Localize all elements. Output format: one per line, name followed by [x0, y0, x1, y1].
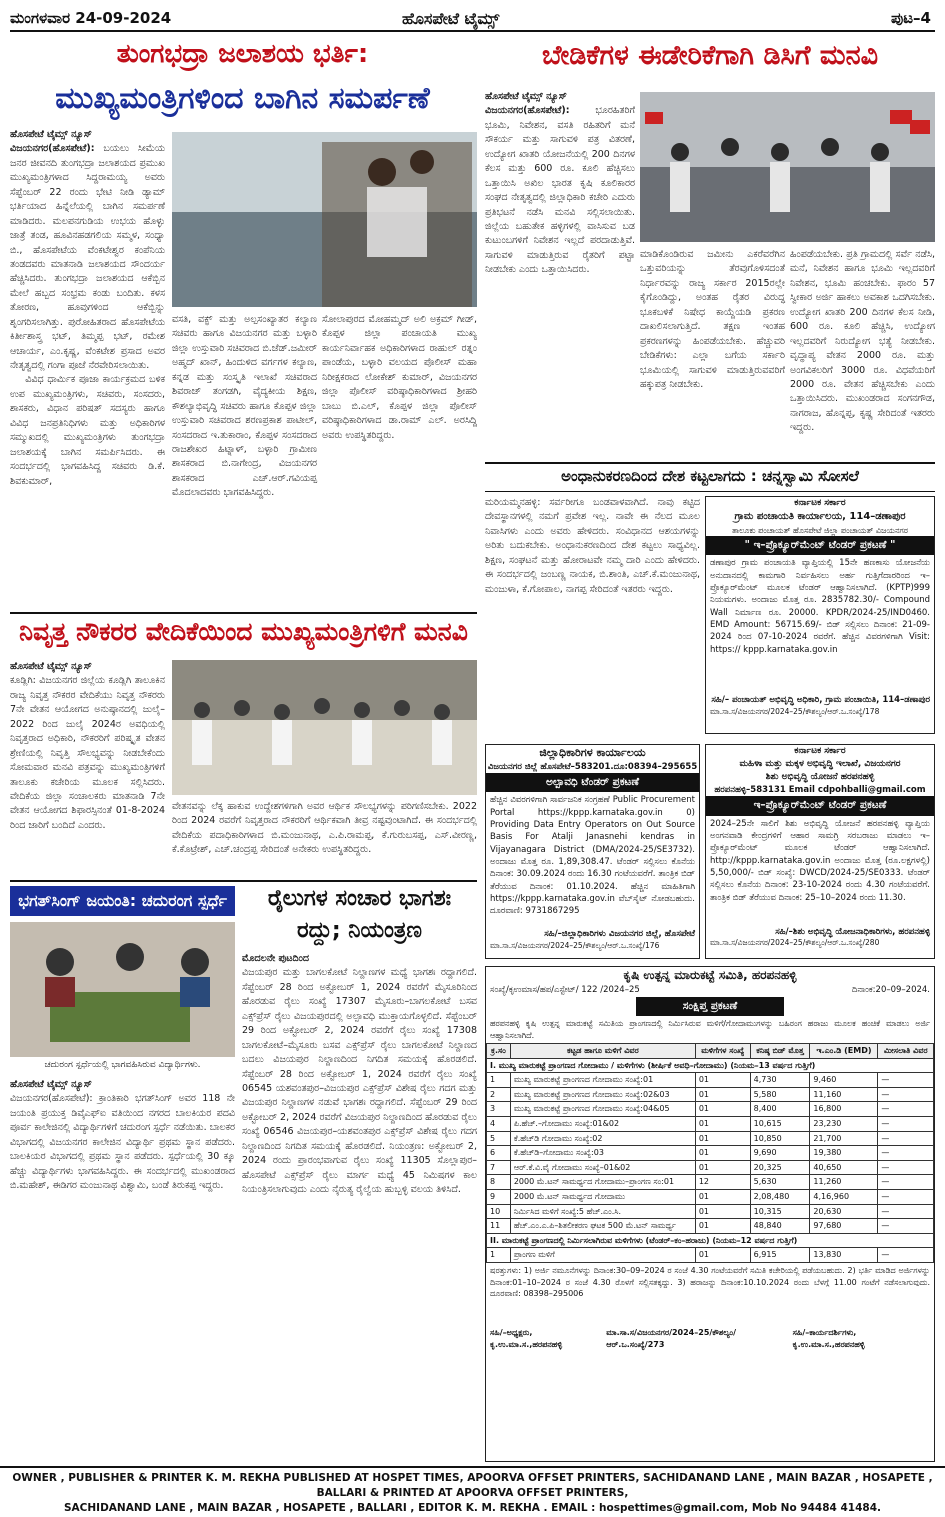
table-row [487, 1146, 934, 1161]
tender3-body: 2024–25ನೇ ಸಾಲಿಗೆ ಶಿಶು ಅಭಿವೃದ್ಧಿ ಯೋಜನೆ ಹರಪನಹಳ್ಳಿ ವ್ಯಾಪ್ತಿಯ ಅಂಗನವಾಡಿ ಕೇಂದ್ರಗಳಿಗೆ ಆಹಾರ ಸಾಮಗ್ರಿ ಸರಬರಾಜು ಮಾಡಲು ಇ–ಪ್ರೊಕ್ಯೂರ್‌ಮೆಂಟ್ ಮೂಲಕ ಟೆಂಡರ್ ಆಹ್ವಾನಿಸಲಾಗಿದೆ. http://kppp.karnataka.gov.in ಅಂದಾಜು ಮೊತ್ತ (ರೂ.ಲಕ್ಷಗಳಲ್ಲಿ) 5,50,000/- ಬಿಡ್ ಸಂಖ್ಯೆ: DWCD/2024-25/SE0333. ಟೆಂಡರ್ ಸಲ್ಲಿಸಲು ಕೊನೆಯ ದಿನಾಂಕ: 23-10-2024 ರಂದು 4.30 ಗಂಟೆಯವರೆಗೆ. ತಾಂತ್ರಿಕ ಬಿಡ್ ತೆರೆಯುವ ದಿನಾಂಕ: 25–10–2024 ರಂದು 11.30. [710, 818, 930, 903]
col-header: ಮಳಿಗೆಗಳ ಸಂಖ್ಯೆ [695, 1044, 750, 1059]
table-cell: 19,380 [810, 1146, 878, 1161]
page-number: ಪುಟ–4 [891, 9, 931, 27]
table-row [487, 1190, 934, 1205]
story3-headline: ಅಂಧಾನುಕರಣದಿಂದ ದೇಶ ಕಟ್ಟಲಾಗದು : ಚನ್ನಸ್ವಾಮಿ ಸೋಸಲೆ [485, 468, 935, 492]
table-cell: ಮುಖ್ಯ ಮಾರುಕಟ್ಟೆ ಪ್ರಾಂಗಣದ ಗೋದಾಮು ಸಂಖ್ಯೆ:01 [510, 1073, 695, 1088]
table-cell: ಕೆ.ಹೆಚ್‌ಡಿ ಗೋದಾಮು ಸಂಖ್ಯೆ:02 [510, 1131, 695, 1146]
tender3-office: ಮಹಿಳಾ ಮತ್ತು ಮಕ್ಕಳ ಅಭಿವೃದ್ಧಿ ಇಲಾಖೆ, ವಿಜಯನಗರ [739, 759, 901, 770]
story5-caption: ಚದುರಂಗ ಸ್ಪರ್ಧೆಯಲ್ಲಿ ಭಾಗವಹಿಸಿರುವ ವಿದ್ಯಾರ್ಥಿಗಳು. [44, 1060, 201, 1070]
apmc-sign1: ಸಹಿ/–ಅಧ್ಯಕ್ಷರು, ಕೃ.ಉ.ಮಾ.ಸ.,ಹರಪನಹಳ್ಳಿ [490, 1328, 563, 1349]
table-cell: — [878, 1190, 934, 1205]
table-row [487, 1117, 934, 1132]
apmc-group1: I. ಮುಖ್ಯ ಮಾರುಕಟ್ಟೆ ಪ್ರಾಂಗಣದ ಗೋದಾಮು / ಮಳಿಗೆಗಳು (ಶೀರ್ಷಿಕೆ ಅವಧಿ–ಗೋದಾಮು) (ನಿಯಮ–13 ವರ್ಷದ ಗುತ್ತಿಗೆ) [487, 1058, 934, 1073]
table-row [487, 1102, 934, 1117]
story2-photo-art [640, 92, 935, 242]
footer [0, 1466, 945, 1515]
tender1-ref: ಮಾ.ಸಾ.ಸ/ವಿಜಯನಗರ/2024–25/ಕೌಶಲ್ಯಂ/ಆರ್.ಒ.ಸಂಖ್ಯೆ/178 [710, 706, 880, 716]
story5-text: ವಿಜಯನಗರ(ಹೊಸಪೇಟೆ): ಕ್ರಾಂತಿಕಾರಿ ಭಗತ್‌ಸಿಂಗ್ ಅವರ 118 ನೇ ಜಯಂತಿ ಪ್ರಯುಕ್ತ ಡಿವೈಎಫ್ಐ ವತಿಯಿಂದ ನಗರದ ಬಾಲಕಿಯರ ಪದವಿ ಪೂರ್ವ ಕಾಲೇಜಿನಲ್ಲಿ ವಿದ್ಯಾರ್ಥಿಗಳಿಗೆ ಚದುರಂಗ ಸ್ಪರ್ಧೆ ನಡೆಯಿತು. ಬಾಲಕರ ವಿಭಾಗದಲ್ಲಿ ವಿಜಯನಗರ ಕಾಲೇಜಿನ ವಿದ್ಯಾರ್ಥಿ ಪ್ರಥಮ ಸ್ಥಾನ ಪಡೆದರು. ಬಾಲಕಿಯರ ವಿಭಾಗದಲ್ಲಿ ಪ್ರಥಮ ಸ್ಥಾನ ಪಡೆದರು. ಸ್ಪರ್ಧೆಯಲ್ಲಿ 30 ಕ್ಕೂ ಹೆಚ್ಚು ವಿದ್ಯಾರ್ಥಿಗಳು ಭಾಗವಹಿಸಿದ್ದರು. ಈ ಸಂದರ್ಭದಲ್ಲಿ ಮುಖಂಡರಾದ ಬಿ.ಮಹೇಶ್, ಈಡಿಗರ ಮಂಜುನಾಥ ವಿಶ್ವಾಮಿ, ಬಂಡೆ ತಿರುಕಪ್ಪ ಇದ್ದರು. [10, 1093, 235, 1192]
table-cell: ಪಿ.ಹೆಚ್.–ಗೋದಾಮು ಸಂಖ್ಯೆ:01&02 [510, 1117, 695, 1132]
story1-dateline: ವಿಜಯನಗರ(ಹೊಸಪೇಟೆ): [10, 143, 95, 155]
tender2-addr: ವಿಜಯನಗರ ಜಿಲ್ಲೆ ಹೊಸಪೇಟೆ–583201.ದೂ:08394–295655 [487, 761, 698, 772]
table-cell: ಆರ್.ಕೆ.ವಿ.ವೈ ಗೋದಾಮು ಸಂಖ್ಯೆ–01&02 [510, 1160, 695, 1175]
table-cell: 6,915 [750, 1248, 810, 1263]
story2-byline: ಹೊಸಪೇಟೆ ಟೈಮ್ಸ್ ನ್ಯೂಸ್ [485, 91, 567, 102]
table-cell: — [878, 1102, 934, 1117]
table-cell: 8,400 [750, 1102, 810, 1117]
table-cell: 01 [695, 1087, 750, 1102]
tender3-sign: ಸಹಿ/–ಶಿಶು ಅಭಿವೃದ್ಧಿ ಯೋಜನಾಧಿಕಾರಿಗಳು, ಹರಪನಹಳ್ಳಿ [775, 926, 930, 937]
table-row [487, 1204, 934, 1219]
story1-headline: ಮುಖ್ಯಮಂತ್ರಿಗಳಿಂದ ಬಾಗಿನ ಸಮರ್ಪಣೆ [55, 81, 430, 116]
table-cell: 6 [487, 1146, 511, 1161]
table-cell: 11 [487, 1219, 511, 1234]
story1-body1: ಬಯಲು ಸೀಮೆಯ ಜನರ ಜೀವನದಿ ತುಂಗಭದ್ರಾ ಜಲಾಶಯದ ಪ್ರಮುಖ ಮುಖ್ಯಮಂತ್ರಿಗಳಾದ ಸಿದ್ದರಾಮಯ್ಯ ಅವರು ಸೆಪ್ಟೆಂಬರ್ 22 ರಂದು ಭೇಟಿ ನೀಡಿ ಡ್ಯಾಮ್ ಭರ್ತಿಯಾದ ಹಿನ್ನೆಲೆಯಲ್ಲಿ ಬಾಗಿನ ಸಮರ್ಪಣೆ ಮಾಡಿದರು. ಮಲಪನಗುಡಿಯ ಉಭಯ ಹೊಳ್ಳು ಜಾತ್ರೆ ತಂಡ, ಹೂವಿನಹಡಗಲಿಯ ಸಮ್ಮಳ, ಸಂಧ್ಯಾ ಬಿ., ಹೊಸಪೇಟೆಯ ವೆಂಕಟೇಶ್ವರ ಕಂಪೆನಿಯ ತಂಡದವರು ಮಾತನಾಡಿ ಜಲಾಶಯದ ಸೌಂದರ್ಯ ಹೆಚ್ಚಿಸಿದರು. ತುಂಗಭದ್ರಾ ಜಲಾಶಯದ ಆಕೆಬ್ಬಿನ ಮೇಲೆ ಹಬ್ಬದ ಸಂಭ್ರಮ ಕಂಡು ಬಂದಿತು. ಕಳಸ ತೋರಣ, ಹೂವುಗಳಿಂದ ಆಕೆಬ್ಬಿನ್ನು ಶೃಂಗರಿಸಲಾಗಿತ್ತು. ಪುರೋಹಿತರಾದ ಹೊಸಪೇಟೆಯ ಕಿರ್ತೀಶಾಸ್ತ್ರ ಭಟ್, ತಿಮ್ಮಪ್ಪ ಭಟ್, ರಮೇಶ ಆಚಾರ್ಯ, ಎಂ.ಕೃಷ್ಣ, ವೆಂಕಟೇಶ ಪ್ರಸಾದ ಅವರ ನೇತೃತ್ವದಲ್ಲಿ ಗಂಗಾ ಪೂಜೆ ನೆರವೇರಿಸಲಾಯಿತು. [10, 143, 165, 371]
table-cell: ನಿರ್ಮಿಸಿದ ಮಳಿಗೆ ಸಂಖ್ಯೆ:5 ಹೆಚ್.ಎಂ.ಸಿ. [510, 1204, 695, 1219]
tender2-ref: ಮಾ.ಸಾ.ಸ/ವಿಜಯನಗರ/2024–25/ಕೌಶಲ್ಯಂ/ಆರ್.ಒ.ಸಂಖ್ಯೆ/176 [490, 940, 660, 950]
table-cell: 4 [487, 1117, 511, 1132]
table-cell: 48,840 [750, 1219, 810, 1234]
story2-body1: ಭೂರಹಿತರಿಗೆ ಭೂಮಿ, ನಿವೇಶನ, ವಸತಿ ರಹಿತರಿಗೆ ಮನೆ ಸೌಕರ್ಯ ಮತ್ತು ಸಾಗುವಳಿ ಪತ್ರ ವಿತರಣೆ, ಉದ್ಯೋಗ ಖಾತರಿ ಯೋಜನೆಯಲ್ಲಿ 200 ದಿನಗಳ ಕೆಲಸ ಮತ್ತು 600 ರೂ. ಕೂಲಿ ಹೆಚ್ಚಿಸಲು ಒತ್ತಾಯಿಸಿ ಅಖಿಲ ಭಾರತ ಕೃಷಿ ಕೂಲಿಕಾರರ ಸಂಘದ ನೇತೃತ್ವದಲ್ಲಿ ಜಿಲ್ಲಾಧಿಕಾರಿ ಕಚೇರಿ ಎದುರು ಪ್ರತಿಭಟನೆ ನಡೆಸಿ ಮನವಿ ಸಲ್ಲಿಸಲಾಯಿತು. ಜಿಲ್ಲೆಯ ಬಹುತೇಕ ಹಳ್ಳಿಗಳಲ್ಲಿ ವಾಸಿಸುವ ಬಡ ಕುಟುಂಬಗಳಿಗೆ ನಿವೇಶನ ಇಲ್ಲದೆ ಪರದಾಡುತ್ತಿವೆ. ಸಾಗುವಳಿ ಮಾಡುತ್ತಿರುವ ರೈತರಿಗೆ ಪಟ್ಟಾ ನೀಡಬೇಕು ಎಂದು ಒತ್ತಾಯಿಸಿದರು. [485, 105, 635, 276]
tender3-gov: ಕರ್ನಾಟಕ ಸರ್ಕಾರ [794, 746, 846, 756]
table-cell: 10,615 [750, 1117, 810, 1132]
table-row [487, 1160, 934, 1175]
table-cell: 21,700 [810, 1131, 878, 1146]
tender3-ref: ಮಾ.ಸಾ.ಸ/ವಿಜಯನಗರ/2024–25/ಕೌಶಲ್ಯಂ/ಆರ್.ಒ.ಸಂಖ್ಯೆ/280 [710, 937, 880, 947]
col-header: ಕನಿಷ್ಠ ಬಿಡ್ ಮೊತ್ತ [750, 1044, 810, 1059]
tender3-addr: ಹರಪನಹಳ್ಳಿ–583131 Email cdpohballi@gmail.com [714, 785, 926, 796]
story2-dateline: ವಿಜಯನಗರ(ಹೊಸಪೇಟೆ): [485, 105, 570, 117]
table-cell: 01 [695, 1248, 750, 1263]
table-cell: 10 [487, 1204, 511, 1219]
story5-photo-art [10, 922, 235, 1057]
story6-byline: ಮೊದಲನೇ ಪುಟದಿಂದ [242, 953, 309, 964]
tender2-sign: ಸಹಿ/–ಜಿಲ್ಲಾಧಿಕಾರಿಗಳು ವಿಜಯನಗರ ಜಿಲ್ಲೆ, ಹೊಸಪೇಟೆ [544, 929, 695, 940]
table-cell: 2000 ಮೆ.ಟನ್ ಸಾಮರ್ಥ್ಯದ ಗೋದಾಮು [510, 1190, 695, 1205]
table-cell: 9,460 [810, 1073, 878, 1088]
footer-line1: OWNER , PUBLISHER & PRINTER K. M. REKHA PUBLISHED AT HOSPET TIMES, APOORVA OFFSET PRINTERS, SACHIDANAND LANE , MAIN BAZAR , HOSAPETE , BALLARI & PRINTED AT APOORVA OFFSET PRINTERS, [12, 1472, 933, 1500]
story2-col1 [485, 90, 635, 460]
story5-photo [10, 922, 235, 1057]
apmc-notice [485, 966, 935, 1462]
story1-body1b: ವಿವಿಧ ಧಾರ್ಮಿಕ ಪೂಜಾ ಕಾರ್ಯಕ್ರಮದ ಬಳಿಕ ಉಪ ಮುಖ್ಯಮಂತ್ರಿಗಳು, ಸಚಿವರು, ಸಂಸದರು, ಶಾಸಕರು, ವಿಧಾನ ಪರಿಷತ್ ಸದಸ್ಯರು ಹಾಗೂ ವಿವಿಧ ಜನಪ್ರತಿನಿಧಿಗಳು ಮತ್ತು ಅಧಿಕಾರಿಗಳ ಸಮ್ಮುಖದಲ್ಲಿ ಮುಖ್ಯಮಂತ್ರಿಗಳು ತುಂಗಭದ್ರಾ ಜಲಾಶಯಕ್ಕೆ ಬಾಗಿನ ಸಮರ್ಪಿಸಿದರು. ಈ ಸಂದರ್ಭದಲ್ಲಿ ಭಾಗವಹಿಸಿದ್ದ ಸಚಿವರು ಡಿ.ಕೆ. ಶಿವಕುಮಾರ್, [10, 374, 165, 487]
tender2-notice [485, 744, 700, 959]
story2-col2: ಮಾಡಿಕೊಂಡಿರುವ ಜಮೀನು ಎಕರೆವರೆಗಿನ ಒತ್ತುವರಿಯನ್ನು ತೆರವುಗೊಳಿಸದಂತೆ ನಿರ್ಧಾರವನ್ನು ರಾಜ್ಯ ಸರ್ಕಾರ 2015ರಲ್ಲೇ ಕೈಗೊಂಡಿದ್ದು, ಅಂತಹ ರೈತರ ವಿರುದ್ಧ ಭೂಕಬಳಿಕೆ ನಿಷೇಧ ಕಾಯ್ದೆಯಡಿ ಪ್ರಕರಣ ದಾಖಲಿಸಲಾಗುತ್ತಿದೆ. ತಕ್ಷಣ ಇಂತಹ ಪ್ರಕರಣಗಳನ್ನು ಹಿಂಪಡೆಯಬೇಕು. ಹೆಚ್ಚುವರಿ ಬೇಡಿಕೆಗಳು: ಎಲ್ಲಾ ಬಗೆಯ ಸರ್ಕಾರಿ ಭೂಮಿಯಲ್ಲಿ ಸಾಗುವಳಿ ಮಾಡುತ್ತಿರುವವರಿಗೆ ಹಕ್ಕುಪತ್ರ ನೀಡಬೇಕು. [640, 249, 785, 390]
tender3-notice [705, 744, 935, 959]
story1-photo [172, 132, 477, 307]
apmc-office: ಕೃಷಿ ಉತ್ಪನ್ನ ಮಾರುಕಟ್ಟೆ ಸಮಿತಿ, ಹರಪನಹಳ್ಳಿ [623, 968, 797, 982]
table-cell: 9 [487, 1190, 511, 1205]
table-cell: 11,260 [810, 1175, 878, 1190]
story5-kicker: ಭಗತ್‌ಸಿಂಗ್ ಜಯಂತಿ: ಚದುರಂಗ ಸ್ಪರ್ಧೆ [10, 886, 235, 916]
story1-photo-art [172, 132, 477, 307]
tender1-office: ಗ್ರಾಮ ಪಂಚಾಯತಿ ಕಾರ್ಯಾಲಯ, 114–ಡಣಾಪುರ [734, 511, 906, 523]
table-cell: 10,850 [750, 1131, 810, 1146]
table-cell: 40,650 [810, 1160, 878, 1175]
table-cell: 01 [695, 1204, 750, 1219]
table-cell: 1 [487, 1248, 511, 1263]
table-cell: 7 [487, 1160, 511, 1175]
table-cell: 01 [695, 1146, 750, 1161]
story1-kicker: ತುಂಗಭದ್ರಾ ಜಲಾಶಯ ಭರ್ತಿ: [116, 39, 369, 69]
table-cell: 01 [695, 1102, 750, 1117]
table-cell: 9,690 [750, 1146, 810, 1161]
apmc-title: ಸಂಕ್ಷಿಪ್ತ ಪ್ರಕಟಣೆ [636, 997, 784, 1016]
tender3-office2: ಶಿಶು ಅಭಿವೃದ್ಧಿ ಯೋಜನೆ ಹರಪನಹಳ್ಳಿ [765, 772, 875, 783]
story4-photo-art [172, 660, 477, 795]
story1-col3: ಸೋಲಾಪುರದ ಮೋಹಮ್ಮದ್ ಅಲಿ ಅಕ್ರಮ್ ಗೀಡ್, ಕೊಪ್ಪಳ ಜಿಲ್ಲಾ ಪಂಚಾಯತಿ ಮುಖ್ಯ ಕಾರ್ಯನಿರ್ವಾಹಕ ಅಧಿಕಾರಿಗಳಾದ ರಾಹುಲ್ ರತ್ನಂ ಪಾಂಡೆಯ, ಬಳ್ಳಾರಿ ವಲಯದ ಪೊಲೀಸ್ ಮಹಾ ನಿರೀಕ್ಷಕರಾದ ಲೋಕೇಶ್ ಕುಮಾರ್, ವಿಜಯನಗರ ಜಿಲ್ಲಾ ಪೊಲೀಸ್ ವರಿಷ್ಠಾಧಿಕಾರಿಗಳಾದ ಶ್ರೀಹರಿ ಬಾಬು ಬಿ.ಎಲ್, ಕೊಪ್ಪಳ ಜಿಲ್ಲಾ ಪೊಲೀಸ್ ವರಿಷ್ಠಾಧಿಕಾರಿಗಳಾದ ಡಾ.ರಾಮ್ ಎಲ್. ಅರಸಿದ್ದಿ ಅವರು ಉಪಸ್ಥಿತರಿದ್ದರು. [322, 314, 477, 441]
table-cell: ಮುಖ್ಯ ಮಾರುಕಟ್ಟೆ ಪ್ರಾಂಗಣದ ಗೋದಾಮು ಸಂಖ್ಯೆ:02&03 [510, 1087, 695, 1102]
table-row [487, 1248, 934, 1263]
story5-byline: ಹೊಸಪೇಟೆ ಟೈಮ್ಸ್ ನ್ಯೂಸ್ [10, 1079, 92, 1090]
table-row [487, 1087, 934, 1102]
story1-col2: ವಸತಿ, ವಕ್ಫ್ ಮತ್ತು ಅಲ್ಪಸಂಖ್ಯಾತರ ಕಲ್ಯಾಣ ಸಚಿವರು ಹಾಗೂ ವಿಜಯನಗರ ಮತ್ತು ಬಳ್ಳಾರಿ ಜಿಲ್ಲಾ ಉಸ್ತುವಾರಿ ಸಚಿವರಾದ ಬಿ.ಜೆಡ್.ಜಮೀರ್ ಅಹ್ಮದ್ ಖಾನ್, ಹಿಂದುಳಿದ ವರ್ಗಗಳ ಕಲ್ಯಾಣ, ಕನ್ನಡ ಮತ್ತು ಸಂಸ್ಕೃತಿ ಇಲಾಖೆ ಸಚಿವರಾದ ಶಿವರಾಜ್ ತಂಗಡಗಿ, ವೈದ್ಯಕೀಯ ಶಿಕ್ಷಣ, ಕೌಶಲ್ಯಾಭಿವೃದ್ಧಿ ಸಚಿವರು ಹಾಗೂ ಕೊಪ್ಪಳ ಜಿಲ್ಲಾ ಉಸ್ತುವಾರಿ ಸಚಿವರಾದ ಶರಣಪ್ರಕಾಶ ಪಾಟೀಲ್, ಸಂಸದರಾದ ಇ.ತುಕಾರಾಂ, ಕೊಪ್ಪಳ ಸಂಸದರಾದ ರಾಜಶೇಖರ ಹಿಟ್ನಾಳ್, ಬಳ್ಳಾರಿ ಗ್ರಾಮೀಣ ಶಾಸಕರಾದ ಬಿ.ನಾಗೇಂದ್ರ, ವಿಜಯನಗರ ಶಾಸಕರಾದ ಎಚ್.ಆರ್.ಗವಿಯಪ್ಪ ಮೊದಲಾದವರು ಭಾಗವಹಿಸಿದ್ದರು. [172, 314, 317, 499]
story4-headline: ನಿವೃತ್ತ ನೌಕರರ ವೇದಿಕೆಯಿಂದ ಮುಖ್ಯಮಂತ್ರಿಗಳಿಗೆ ಮನವಿ [19, 617, 468, 646]
divider [485, 462, 935, 464]
table-cell: 01 [695, 1131, 750, 1146]
table-cell: 2 [487, 1087, 511, 1102]
apmc-table-header [487, 1044, 934, 1059]
apmc-sign2: ಸಹಿ/–ಕಾರ್ಯದರ್ಶಿಗಳು, ಕೃ.ಉ.ಮಾ.ಸ.,ಹರಪನಹಳ್ಳಿ [792, 1328, 865, 1349]
table-cell: 13,830 [810, 1248, 878, 1263]
tender2-title: ಅಲ್ಪಾವಧಿ ಟೆಂಡರ್ ಪ್ರಕಟಣೆ [486, 773, 699, 792]
table-cell: 01 [695, 1117, 750, 1132]
story4-col2: ವೇತನವನ್ನು ಲೆಕ್ಕ ಹಾಕುವ ಉದ್ದೇಶಗಳಿಗಾಗಿ ಅವರ ಆರ್ಥಿಕ ಸೌಲಭ್ಯಗಳನ್ನು ಪರಿಗಣಿಸಬೇಕು. 2022 ರಿಂದ 2024 ರವರೆಗೆ ನಿವೃತ್ತರಾದ ನೌಕರರಿಗೆ ಆರ್ಥಿಕವಾಗಿ ತೀವ್ರ ನಷ್ಟವುಂಟಾಗಿದೆ. ಈ ಸಂದರ್ಭದಲ್ಲಿ ವೇದಿಕೆಯ ಪದಾಧಿಕಾರಿಗಳಾದ ಬಿ.ಮಂಜುನಾಥ, ಎ.ಪಿ.ರಾಮಪ್ಪ, ಕೆ.ಗುರುಬಸಪ್ಪ, ಎಸ್.ವೀರಣ್ಣ, ಕೆ.ಕೊಟ್ರೇಶ್, ಎಚ್.ಚಂದ್ರಪ್ಪ ಸೇರಿದಂತೆ ಅನೇಕರು ಉಪಸ್ಥಿತರಿದ್ದರು. [172, 801, 477, 856]
table-cell: — [878, 1146, 934, 1161]
table-cell: — [878, 1204, 934, 1219]
table-cell: 97,680 [810, 1219, 878, 1234]
apmc-date: ದಿನಾಂಕ:20–09–2024. [851, 985, 930, 996]
table-cell: 10,315 [750, 1204, 810, 1219]
table-cell: 2,08,480 [750, 1190, 810, 1205]
table-row [487, 1219, 934, 1234]
col-header: ಇ.ಎಂ.ಡಿ (EMD) [810, 1044, 878, 1059]
apmc-refno: ಸಂಖ್ಯೆ/ಕೃಉಮಾಸ/ಹಪ/ಎಸ್ಟೇಟ್/ 122 /2024–25 [490, 985, 640, 996]
tender1-notice [705, 496, 935, 734]
table-cell: — [878, 1073, 934, 1088]
apmc-ref: ಮಾ.ಸಾ.ಸ/ವಿಜಯನಗರ/2024–25/ಕೌಶಲ್ಯಂ/ಆರ್.ಒ.ಸಂಖ್ಯೆ/273 [606, 1328, 737, 1349]
table-cell: — [878, 1117, 934, 1132]
table-cell: 8 [487, 1175, 511, 1190]
table-cell: 01 [695, 1160, 750, 1175]
col-header: ಕ್ರ.ಸಂ [487, 1044, 511, 1059]
story6-headline2: ರದ್ದು; ನಿಯಂತ್ರಣ [296, 918, 423, 943]
table-cell: 3 [487, 1102, 511, 1117]
table-cell: — [878, 1175, 934, 1190]
story1-col1 [10, 128, 165, 608]
apmc-notes: ಷರತ್ತುಗಳು: 1) ಅರ್ಜಿ ನಮೂನೆಗಳನ್ನು ದಿನಾಂಕ:30–09–2024 ರ ಸಂಜೆ 4.30 ಗಂಟೆಯವರೆಗೆ ಸಮಿತಿ ಕಚೇರಿಯಲ್ಲಿ ಪಡೆಯಬಹುದು. 2) ಭರ್ತಿ ಮಾಡಿದ ಅರ್ಜಿಗಳನ್ನು ದಿನಾಂಕ:01–10–2024 ರ ಸಂಜೆ 4.30 ರೊಳಗೆ ಸಲ್ಲಿಸತಕ್ಕದ್ದು. 3) ಹರಾಜನ್ನು ದಿನಾಂಕ:10.10.2024 ರಂದು ಬೆಳಗ್ಗೆ 11.00 ಗಂಟೆಗೆ ನಡೆಸಲಾಗುವುದು. ದೂರವಾಣಿ: 08398–295006 [490, 1266, 930, 1299]
table-cell: 20,630 [810, 1204, 878, 1219]
table-cell: 5 [487, 1131, 511, 1146]
tender1-sign: ಸಹಿ/– ಪಂಚಾಯತ್ ಅಭಿವೃದ್ಧಿ ಅಧಿಕಾರಿ, ಗ್ರಾಮ ಪಂಚಾಯಿತಿ, 114–ಡಣಾಪುರ [711, 695, 930, 706]
table-cell: 20,325 [750, 1160, 810, 1175]
story3-body: ಮರಿಯಮ್ಮನಹಳ್ಳಿ: ಸರ್ವರೀಗೂ ಬಂಡವಾಳವಾಗಿದೆ. ನಾವು ಕಟ್ಟಿದ ದೇವಸ್ಥಾನಗಳಲ್ಲಿ ನಮಗೆ ಪ್ರವೇಶ ಇಲ್ಲ. ನಾವೇ ಈ ನೆಲದ ಮೂಲ ನಿವಾಸಿಗಳು ಎಂದು ಅವರು ಹೇಳಿದರು. ಸಂವಿಧಾನದ ಆಶಯಗಳನ್ನು ಅರಿತು ಬದುಕಬೇಕು. ಅಂಧಾನುಕರಣದಿಂದ ದೇಶ ಕಟ್ಟಲು ಸಾಧ್ಯವಿಲ್ಲ. ಶಿಕ್ಷಣ, ಸಂಘಟನೆ ಮತ್ತು ಹೋರಾಟವೇ ನಮ್ಮ ದಾರಿ ಎಂದು ಹೇಳಿದರು. ಈ ಸಂದರ್ಭದಲ್ಲಿ ಜಂಬಣ್ಣ ನಾಯಕ, ಬಿ.ಶಾಂತಿ, ಎಚ್.ಕೆ.ಮಂಜುನಾಥ, ಮಂಜುಳಾ, ಕೆ.ಗೋಪಾಲ, ನಾಗಪ್ಪ ಸೇರಿದಂತೆ ಇತರರು ಇದ್ದರು. [485, 497, 700, 595]
tender1-gov: ಕರ್ನಾಟಕ ಸರ್ಕಾರ [794, 498, 846, 508]
table-cell: ಕೆ.ಹೆಚ್‌ಡಿ–ಗೋದಾಮು ಸಂಖ್ಯೆ:03 [510, 1146, 695, 1161]
paper-name: ಹೊಸಪೇಟೆ ಟೈಮ್ಸ್ [402, 9, 500, 28]
tender2-office: ಜಿಲ್ಲಾಧಿಕಾರಿಗಳ ಕಾರ್ಯಾಲಯ [539, 746, 646, 759]
col-header: ಮೀಸಲಾತಿ ವಿವರ [878, 1044, 934, 1059]
table-cell: 16,800 [810, 1102, 878, 1117]
story2-col3: ಹಿಂಪಡೆಯಬೇಕು. ಪ್ರತಿ ಗ್ರಾಮದಲ್ಲಿ ಸರ್ವೆ ನಡೆಸಿ, ಮನೆ, ನಿವೇಶನ ಹಾಗೂ ಭೂಮಿ ಇಲ್ಲದವರಿಗೆ ನಿವೇಶನ, ಭೂಮಿ ಹಂಚಬೇಕು. ಫಾರಂ 57 ಸ್ವೀಕಾರ ಅರ್ಜಿ ಹಾಕಲು ಅವಕಾಶ ಒದಗಿಸಬೇಕು. ಉದ್ಯೋಗ ಖಾತರಿ 200 ದಿನಗಳ ಕೆಲಸ ನೀಡಿ, 600 ರೂ. ಕೂಲಿ ಹೆಚ್ಚಿಸಿ, ಉದ್ಯೋಗ ಇಲ್ಲದವರಿಗೆ ನಿರುದ್ಯೋಗ ಭತ್ಯೆ ನೀಡಬೇಕು. ವೃದ್ಧಾಪ್ಯ ವೇತನ 2000 ರೂ. ಮತ್ತು ಅಂಗವಿಕಲರಿಗೆ 3000 ರೂ. ವಿಧವೆಯರಿಗೆ 2000 ರೂ. ವೇತನ ಹೆಚ್ಚಿಸಬೇಕು ಎಂದು ಒತ್ತಾಯಿಸಿದರು. ಮುಖಂಡರಾದ ಸಂಗನಗೌಡ, ನಾಗರಾಜ, ಹೊನ್ನಪ್ಪ, ಕೃಷ್ಣ ಸೇರಿದಂತೆ ಇತರರು ಇದ್ದರು. [790, 249, 935, 434]
tender1-title: " ಇ–ಪ್ರೊಕ್ಯೂರ್‌ಮೆಂಟ್ ಟೆಂಡರ್ ಪ್ರಕಟಣೆ " [706, 536, 934, 555]
divider [10, 880, 477, 882]
col-header: ಕಟ್ಟಡ ಹಾಗೂ ಮಳಿಗೆ ವಿವರ [510, 1044, 695, 1059]
table-cell: 23,230 [810, 1117, 878, 1132]
apmc-group2: II. ಮಾರುಕಟ್ಟೆ ಪ್ರಾಂಗಣದಲ್ಲಿ ನಿರ್ಮಿಸಲಾಗಿರುವ ಮಳಿಗೆಗಳು (ಟೆಂಡರ್–ಕಂ–ಹರಾಜು) (ನಿಯಮ–12 ವರ್ಷದ ಗುತ್ತಿಗೆ) [487, 1233, 934, 1248]
tender2-body: ಹೆಚ್ಚಿನ ವಿವರಗಳಿಗಾಗಿ ಸಾರ್ವಜನಿಕ ಸಂಗ್ರಹಣೆ Public Procurement Portal https://kppp.karnataka.gov.in 0) Providing Data Entry Operators on Out Source Basis For Atalji Janasnehi kendras in Vijayanagara District (DMA/2024-25/SE3732). ಅಂದಾಜು ಮೊತ್ತ ರೂ. 1,89,308.47. ಟೆಂಡರ್ ಸಲ್ಲಿಸಲು ಕೊನೆಯ ದಿನಾಂಕ: 30.09.2024 ರಂದು 16.30 ಗಂಟೆಯವರೆಗೆ. ತಾಂತ್ರಿಕ ಬಿಡ್ ತೆರೆಯುವ ದಿನಾಂಕ: 01.10.2024. ಹೆಚ್ಚಿನ ಮಾಹಿತಿಗಾಗಿ https://kppp.karnataka.gov.in ವೆಬ್‌ಸೈಟ್ ನೋಡಬಹುದು. ದೂರವಾಣಿ: 9731867295 [490, 795, 695, 917]
apmc-intro: ಹರಪನಹಳ್ಳಿ ಕೃಷಿ ಉತ್ಪನ್ನ ಮಾರುಕಟ್ಟೆ ಸಮಿತಿಯ ಪ್ರಾಂಗಣದಲ್ಲಿ ನಿರ್ಮಿಸಿರುವ ಮಳಿಗೆ/ಗೋದಾಮುಗಳನ್ನು ಬಹಿರಂಗ ಹರಾಜು ಮೂಲಕ ಹಂಚಿಕೆ ಮಾಡಲು ಅರ್ಜಿ ಆಹ್ವಾನಿಸಲಾಗಿದೆ. [490, 1018, 930, 1040]
story2-photo [640, 92, 935, 242]
table-cell: — [878, 1219, 934, 1234]
tender3-title: ಇ–ಪ್ರೊಕ್ಯೂರ್‌ಮೆಂಟ್ ಟೆಂಡರ್ ಪ್ರಕಟಣೆ [706, 796, 934, 815]
table-cell: 12 [695, 1175, 750, 1190]
story5-body [10, 1078, 235, 1463]
table-row [487, 1233, 934, 1248]
issue-date: ಮಂಗಳವಾರ 24-09-2024 [10, 9, 172, 27]
table-cell: 01 [695, 1190, 750, 1205]
table-cell: 4,16,960 [810, 1190, 878, 1205]
table-cell: 1 [487, 1073, 511, 1088]
tender1-body: ಡಣಾಪುರ ಗ್ರಾಮ ಪಂಚಾಯತಿ ವ್ಯಾಪ್ತಿಯಲ್ಲಿ 15ನೇ ಹಣಕಾಸು ಯೋಜನೆಯ ಅನುದಾನದಲ್ಲಿ ಕಾಮಗಾರಿ ನಿರ್ವಹಿಸಲು ಅರ್ಹ ಗುತ್ತಿಗೆದಾರರಿಂದ ಇ–ಪ್ರೊಕ್ಯೂರ್‌ಮೆಂಟ್ ಮೂಲಕ ಟೆಂಡರ್ ಆಹ್ವಾನಿಸಲಾಗಿದೆ. (KPTP)999 ನಿಯಮಗಳು. ಅಂದಾಜು ಮೊತ್ತ ರೂ. 2835782.30/- Compound Wall ನಿರ್ಮಾಣ ರೂ. 20000. KPDR/2024-25/IND0460. EMD Amount: 56715.69/- ಬಿಡ್ ಸಲ್ಲಿಸಲು ದಿನಾಂಕ: 21-09-2024 ರಿಂದ 07-10-2024 ರವರೆಗೆ. ಹೆಚ್ಚಿನ ವಿವರಗಳಿಗಾಗಿ Visit: https:// kppp.karnataka.gov.in [710, 558, 930, 655]
story2-headline: ಬೇಡಿಕೆಗಳ ಈಡೇರಿಕೆಗಾಗಿ ಡಿಸಿಗೆ ಮನವಿ [541, 40, 879, 71]
apmc-table [486, 1043, 934, 1263]
table-cell: 2000 ಮೆ.ಟನ್ ಸಾಮರ್ಥ್ಯದ ಗೋದಾಮು–ಪ್ರಾಂಗಣ ಸಂ:01 [510, 1175, 695, 1190]
story6-text: ವಿಜಯಪುರ ಮತ್ತು ಬಾಗಲಕೋಟೆ ನಿಲ್ದಾಣಗಳ ಮಧ್ಯೆ ಭಾಗಶಃ ರದ್ದಾಗಲಿದೆ. ಸೆಪ್ಟೆಂಬರ್ 28 ರಿಂದ ಅಕ್ಟೋಬರ್ 1, 2024 ರವರೆಗೆ ಮೈಸೂರಿನಿಂದ ಹೊರಡುವ ರೈಲು ಸಂಖ್ಯೆ 17307 ಮೈಸೂರು–ಬಾಗಲಕೋಟೆ ಬಸವ ಎಕ್ಸ್‌ಪ್ರೆಸ್ ರೈಲು ವಿಜಯಪುರದಲ್ಲಿ ಅಲ್ಪಾವಧಿ ಮುಕ್ತಾಯಗೊಳ್ಳಲಿದೆ. ಸೆಪ್ಟೆಂಬರ್ 29 ರಿಂದ ಅಕ್ಟೋಬರ್ 2, 2024 ರವರೆಗೆ ರೈಲು ಸಂಖ್ಯೆ 17308 ಬಾಗಲಕೋಟೆ–ಮೈಸೂರು ಬಸವ ಎಕ್ಸ್‌ಪ್ರೆಸ್ ರೈಲು ಬಾಗಲಕೋಟೆ ನಿಲ್ದಾಣದ ಬದಲು ವಿಜಯಪುರ ನಿಲ್ದಾಣದಿಂದ ನಿಗದಿತ ಸಮಯಕ್ಕೆ ಹೊರಡಲಿದೆ. ಸೆಪ್ಟೆಂಬರ್ 28 ರಿಂದ ಅಕ್ಟೋಬರ್ 1, 2024 ರವರೆಗೆ ರೈಲು ಸಂಖ್ಯೆ 06545 ಯಶವಂತಪುರ–ವಿಜಯಪುರ ಎಕ್ಸ್‌ಪ್ರೆಸ್ ವಿಶೇಷ ರೈಲು ಗದಗ ಮತ್ತು ವಿಜಯಪುರ ನಿಲ್ದಾಣಗಳ ನಡುವೆ ಭಾಗಶಃ ರದ್ದಾಗಲಿದೆ. ಸೆಪ್ಟೆಂಬರ್ 29 ರಿಂದ ಅಕ್ಟೋಬರ್ 2, 2024 ರವರೆಗೆ ವಿಜಯಪುರ ನಿಲ್ದಾಣದಿಂದ ಹೊರಡುವ ರೈಲು ಸಂಖ್ಯೆ 06546 ವಿಜಯಪುರ–ಯಶವಂತಪುರ ಎಕ್ಸ್‌ಪ್ರೆಸ್ ವಿಶೇಷ ರೈಲು ಗದಗ ನಿಲ್ದಾಣದಿಂದ ನಿಗದಿತ ಸಮಯಕ್ಕೆ ಹೊರಡಲಿದೆ. ನಿಯಂತ್ರಣ: ಅಕ್ಟೋಬರ್ 2, 2024 ರಂದು ಪ್ರಾರಂಭವಾಗುವ ರೈಲು ಸಂಖ್ಯೆ 11305 ಸೊಲ್ಲಾಪುರ–ಹೊಸಪೇಟೆ ಎಕ್ಸ್‌ಪ್ರೆಸ್ ರೈಲು ಮಾರ್ಗ ಮಧ್ಯೆ 45 ನಿಮಿಷಗಳ ಕಾಲ ನಿಯಂತ್ರಿಸಲಾಗುವುದು ಎಂದು ನೈರುತ್ಯ ರೈಲ್ವೆಯ ಹುಬ್ಬಳ್ಳಿ ವಲಯ ತಿಳಿಸಿದೆ. [242, 967, 477, 1195]
footer-line2: SACHIDANAND LANE , MAIN BAZAR , HOSAPETE , BALLARI , EDITOR K. M. REKHA . EMAIL : hospettimes@gmail.com, Mob No 94484 41484. [63, 1502, 882, 1515]
tender1-sub: ತಾಲೂಕು ಪಂಚಾಯತ್ ಹೊಸಪೇಟೆ ಜಿಲ್ಲಾ ಪಂಚಾಯತ್ ವಿಜಯನಗರ [732, 525, 908, 535]
table-cell: — [878, 1248, 934, 1263]
divider [10, 612, 477, 614]
story4-photo [172, 660, 477, 795]
table-row [487, 1131, 934, 1146]
table-row [487, 1073, 934, 1088]
table-cell: 5,630 [750, 1175, 810, 1190]
table-cell: 5,580 [750, 1087, 810, 1102]
story1-byline: ಹೊಸಪೇಟೆ ಟೈಮ್ಸ್ ನ್ಯೂಸ್ [10, 129, 92, 140]
table-cell: — [878, 1087, 934, 1102]
table-cell: ಮುಖ್ಯ ಮಾರುಕಟ್ಟೆ ಪ್ರಾಂಗಣದ ಗೋದಾಮು ಸಂಖ್ಯೆ:04&05 [510, 1102, 695, 1117]
story6-body [242, 952, 477, 1462]
table-cell: 01 [695, 1219, 750, 1234]
table-cell: — [878, 1131, 934, 1146]
story4-body1: ಕೂಡ್ಲಿಗಿ: ವಿಜಯನಗರ ಜಿಲ್ಲೆಯ ಕೂಡ್ಲಿಗಿ ತಾಲೂಕಿನ ರಾಜ್ಯ ನಿವೃತ್ತ ನೌಕರರ ವೇದಿಕೆಯು ನಿವೃತ್ತ ನೌಕರರು 7ನೇ ವೇತನ ಆಯೋಗದ ಅನುಷ್ಠಾನದಲ್ಲಿ ಜುಲೈ–2022 ರಿಂದ ಜುಲೈ 2024ರ ಅವಧಿಯಲ್ಲಿ ನಿವೃತ್ತರಾದ ಅಧಿಕಾರಿ, ನೌಕರರಿಗೆ ಪರಿಷ್ಕೃತ ವೇತನ ಶ್ರೇಣಿಯಲ್ಲಿ ನಿವೃತ್ತಿ ಸೌಲಭ್ಯವನ್ನು ನೀಡಬೇಕೆಂದು ಸೋಮವಾರ ಮನವಿ ಪತ್ರವನ್ನು ಮುಖ್ಯಮಂತ್ರಿಗಳಿಗೆ ತಾಲೂಕು ಕಚೇರಿಯ ಮೂಲಕ ಸಲ್ಲಿಸಿದರು. ವೇದಿಕೆಯ ಜಿಲ್ಲಾ ಸಂಚಾಲಕರು ಮಾತನಾಡಿ 7ನೇ ವೇತನ ಆಯೋಗದ ಶಿಫಾರಸ್ಸಿನಂತೆ 01-8-2024 ರಿಂದ ಜಾರಿಗೆ ಬಂದಿದೆ ಎಂದರು. [10, 675, 165, 831]
story6-headline1: ರೈಲುಗಳ ಸಂಚಾರ ಭಾಗಶಃ [267, 886, 452, 911]
masthead [10, 6, 935, 32]
table-cell: 01 [695, 1073, 750, 1088]
table-cell: 4,730 [750, 1073, 810, 1088]
table-cell: ಪ್ರಾಂಗಣ ಮಳಿಗೆ [510, 1248, 695, 1263]
table-cell: — [878, 1160, 934, 1175]
table-cell: ಹೆಚ್.ಎಂ.ಎ.ಪಿ–ಶಿತಲೀಕರಣ ಘಟಕ 500 ಮೆ.ಟನ್ ಸಾಮರ್ಥ್ಯ [510, 1219, 695, 1234]
table-cell: 11,160 [810, 1087, 878, 1102]
table-row [487, 1175, 934, 1190]
story4-byline: ಹೊಸಪೇಟೆ ಟೈಮ್ಸ್ ನ್ಯೂಸ್ [10, 661, 92, 672]
